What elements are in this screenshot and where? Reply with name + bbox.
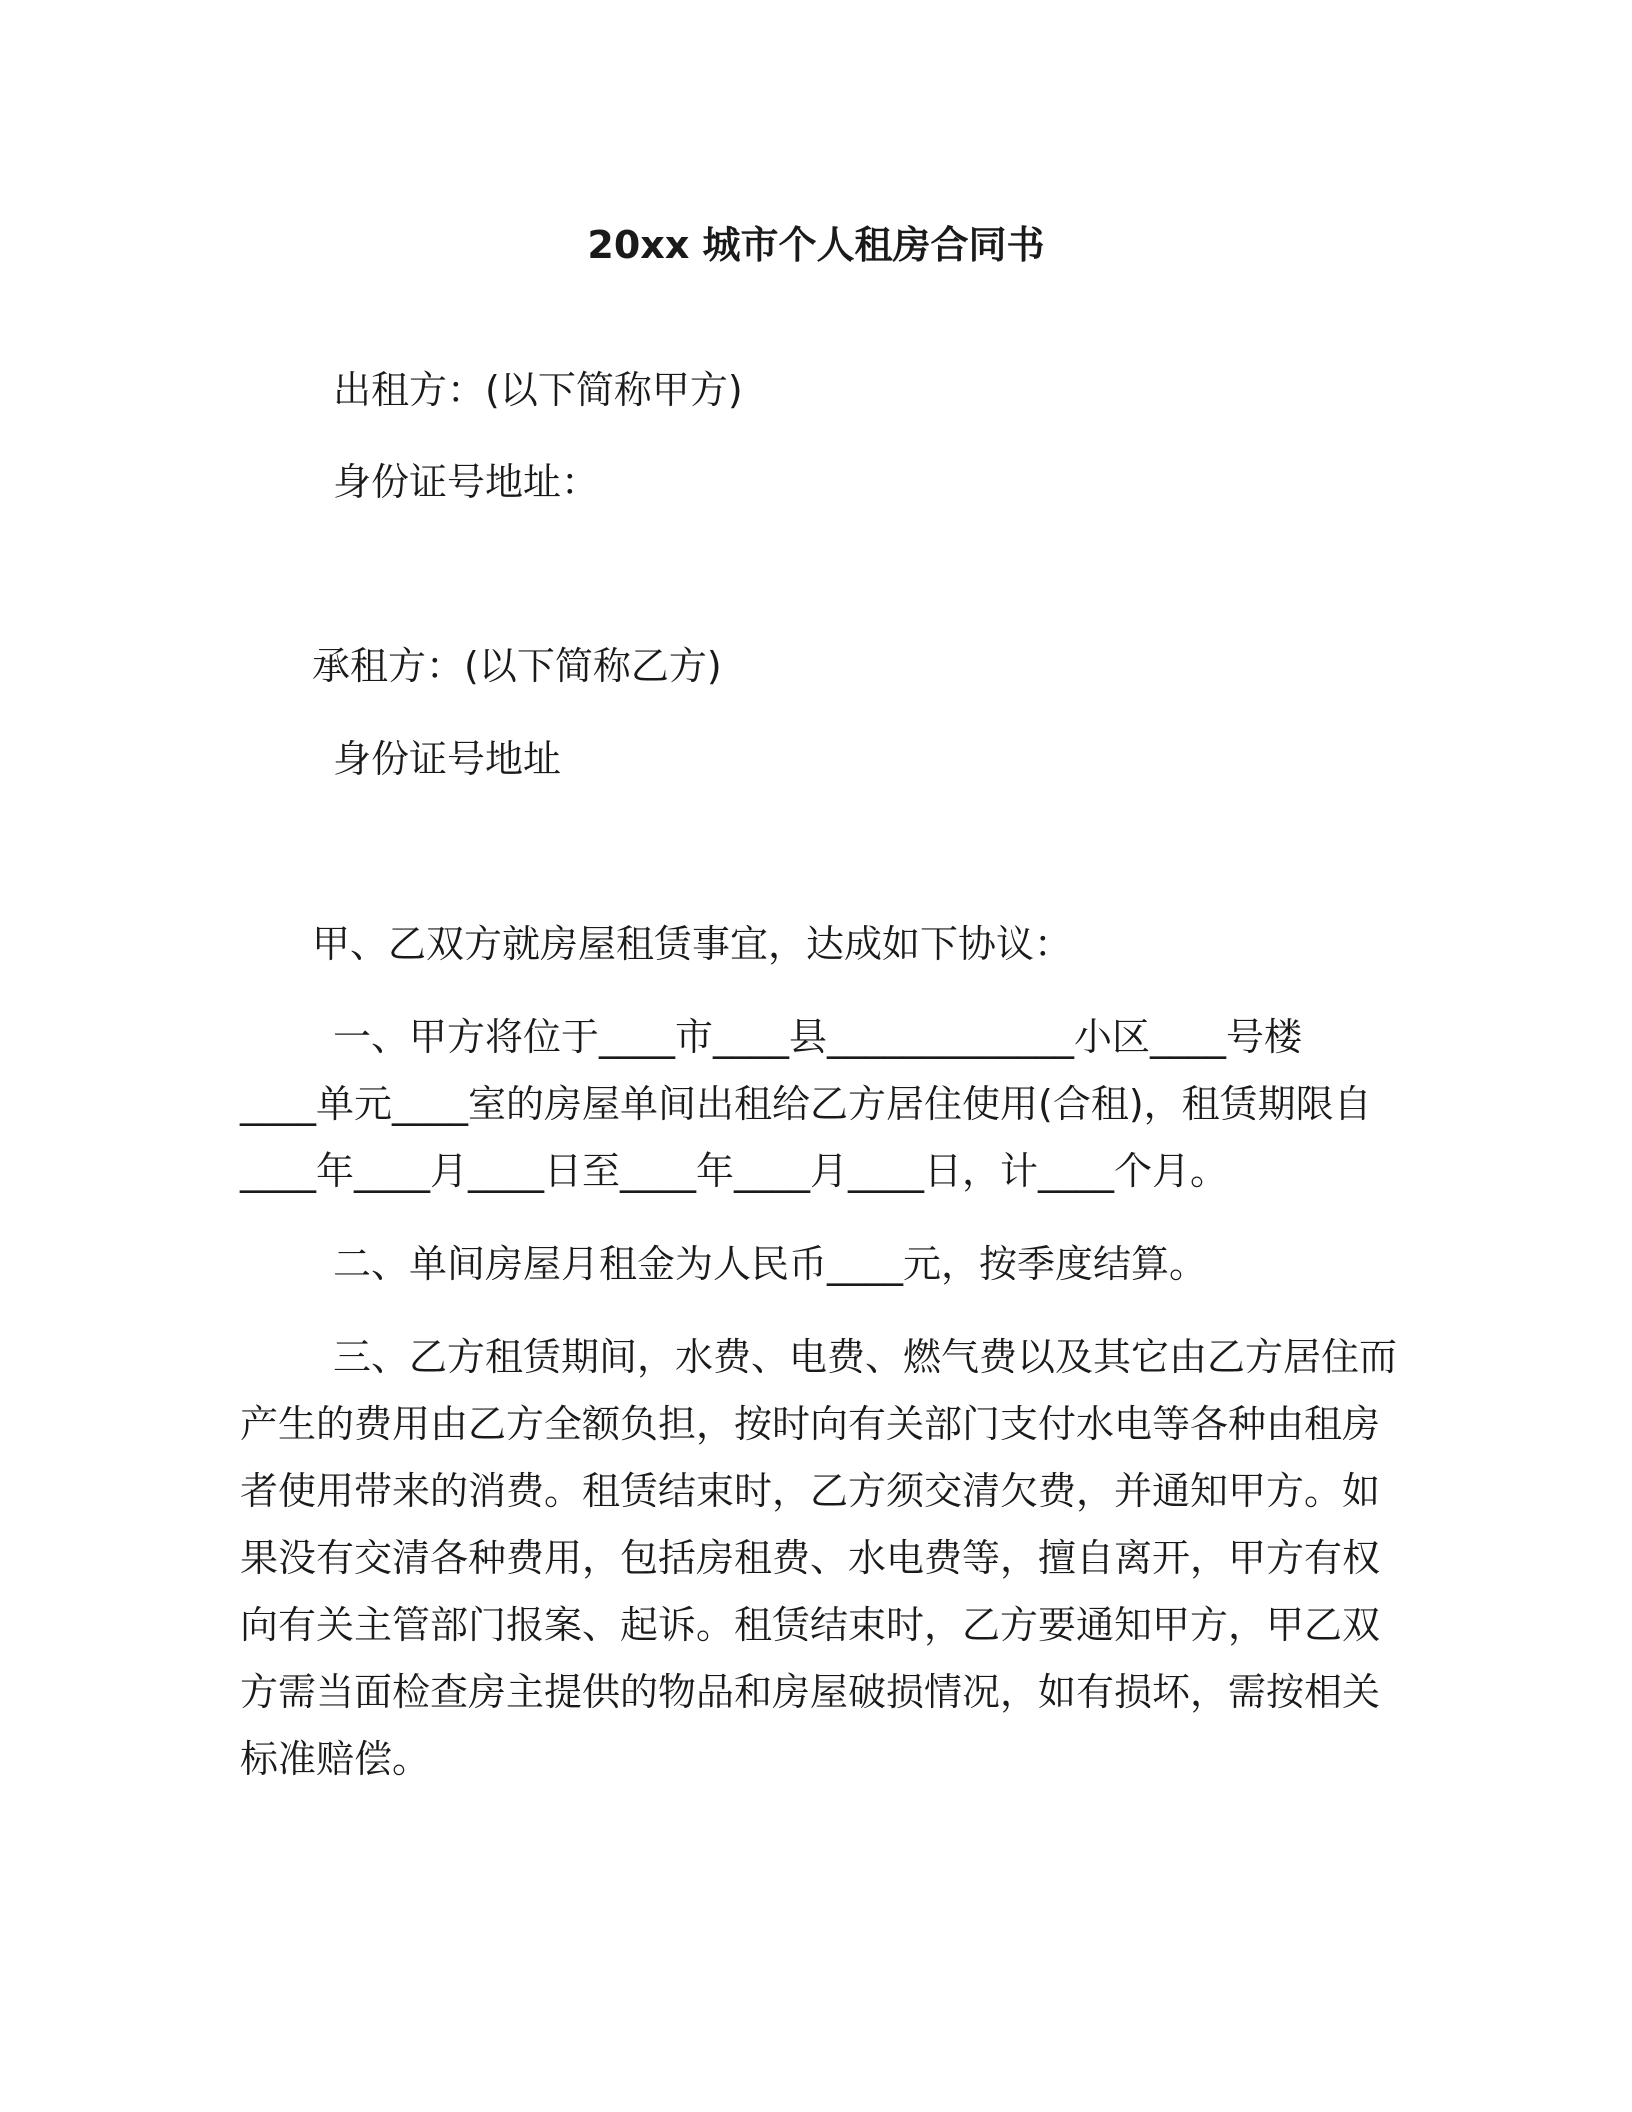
lessor-id-address-line: 身份证号地址： xyxy=(333,460,600,504)
lessor-line: 出租方：(以下简称甲方) xyxy=(333,368,743,412)
clause-1-line: 一、甲方将位于____市____县_____________小区____号楼 xyxy=(333,1015,1303,1059)
clause-3-line: 产生的费用由乙方全额负担，按时向有关部门支付水电等各种由租房 xyxy=(240,1402,1381,1446)
clause-3-line: 方需当面检查房主提供的物品和房屋破损情况，如有损坏，需按相关 xyxy=(240,1670,1381,1714)
clause-3-line: 果没有交清各种费用，包括房租费、水电费等，擅自离开，甲方有权 xyxy=(240,1536,1381,1580)
lessee-id-address-line: 身份证号地址 xyxy=(333,737,562,781)
clause-3-line: 者使用带来的消费。租赁结束时，乙方须交清欠费，并通知甲方。如 xyxy=(240,1469,1381,1513)
clause-3-line: 向有关主管部门报案、起诉。租赁结束时，乙方要通知甲方，甲乙双 xyxy=(240,1603,1381,1647)
agreement-intro: 甲、乙双方就房屋租赁事宜，达成如下协议： xyxy=(312,922,1073,966)
document-title: 20xx 城市个人租房合同书 xyxy=(587,223,1045,267)
clause-3-line: 标准赔偿。 xyxy=(240,1737,431,1781)
clause-1-line: ____年____月____日至____年____月____日，计____个月。 xyxy=(240,1149,1229,1193)
clause-3-line: 三、乙方租赁期间，水费、电费、燃气费以及其它由乙方居住而 xyxy=(333,1335,1398,1379)
lessee-line: 承租方：(以下简称乙方) xyxy=(312,644,722,688)
clause-2: 二、单间房屋月租金为人民币____元，按季度结算。 xyxy=(333,1242,1208,1286)
clause-1-line: ____单元____室的房屋单间出租给乙方居住使用(合租)，租赁期限自 xyxy=(240,1082,1372,1126)
